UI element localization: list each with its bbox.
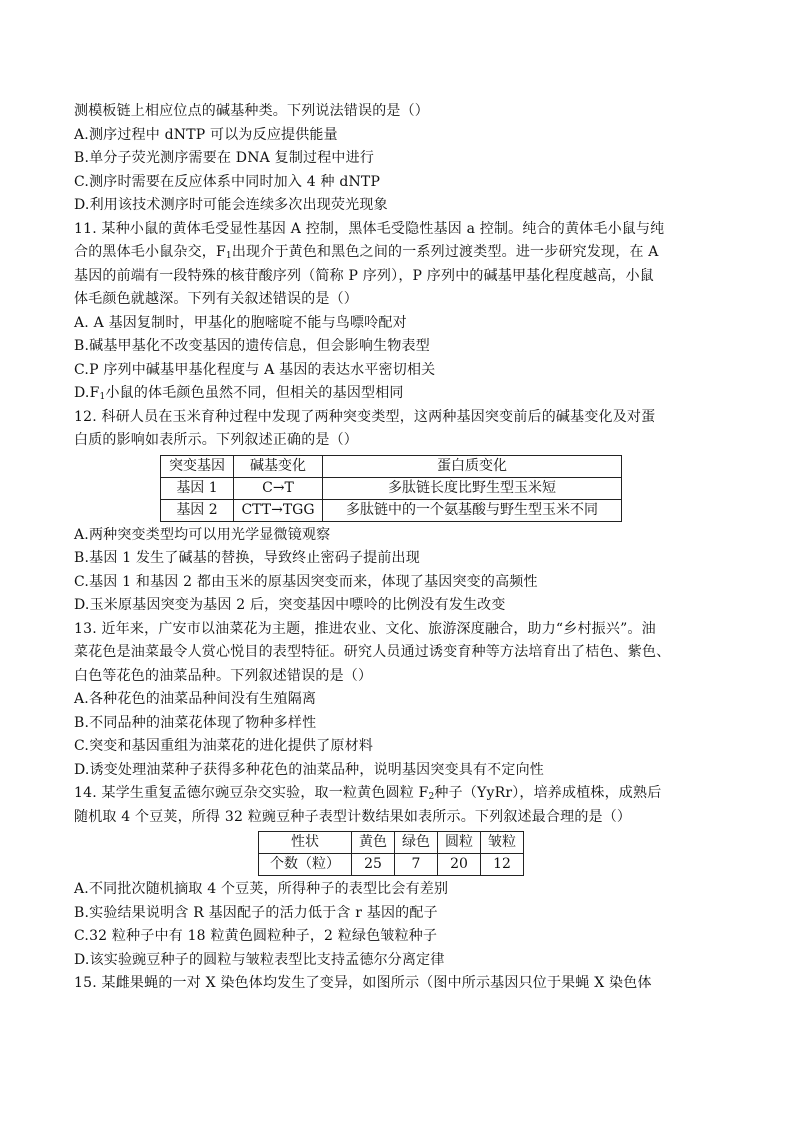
q11-text: 合的黑体毛小鼠杂交，F (74, 244, 226, 260)
table-cell: 多肽链长度比野生型玉米短 (323, 477, 622, 499)
q11-text: 小鼠的体毛颜色虽然不同，但相关的基因型相同 (105, 385, 404, 401)
seed-count-table (258, 831, 524, 876)
q13-option-a: A.各种花色的油菜品种间没有生殖隔离 (74, 691, 317, 707)
q11-stem-line-1: 11. 某种小鼠的黄体毛受显性基因 A 控制，黑体毛受隐性基因 a 控制。纯合的黄体毛小鼠与纯 (74, 220, 665, 237)
table-cell: 7 (395, 854, 438, 876)
table-cell: C→T (234, 477, 323, 499)
table-header: 突变基因 (161, 455, 234, 477)
q14-option-d: D.该实验豌豆种子的圆粒与皱粒表型比支持孟德尔分离定律 (74, 951, 445, 968)
table-cell: 12 (481, 854, 524, 876)
table-cell: 基因 1 (161, 477, 234, 499)
table-cell: 个数（粒） (259, 854, 352, 876)
table-cell: CTT→TGG (234, 499, 323, 521)
table-cell: 20 (438, 854, 481, 876)
q11-text: D.F (74, 385, 100, 401)
q11-option-d (74, 382, 726, 406)
q13-stem-line-2: 菜花色是油菜最令人赏心悦目的表型特征。研究人员通过诱变育种等方法培育出了桔色、紫色、 (74, 644, 671, 660)
q10-option-a: A.测序过程中 dNTP 可以为反应提供能量 (74, 126, 338, 143)
q14-stem-line-1 (74, 782, 726, 806)
q12-stem-line-1: 12. 科研人员在玉米育种过程中发现了两种突变类型，这两种基因突变前后的碱基变化及对蛋 (74, 408, 656, 425)
subscript: 1 (99, 392, 106, 402)
q14-option-c: C.32 粒种子中有 18 粒黄色圆粒种子，2 粒绿色皱粒种子 (74, 928, 438, 944)
table-cell: 基因 2 (161, 499, 234, 521)
table-header: 黄色 (352, 832, 395, 854)
table-header: 碱基变化 (234, 455, 323, 477)
exam-page (74, 100, 726, 996)
table-row (161, 477, 622, 499)
mutation-table (160, 455, 622, 522)
subscript: 1 (225, 251, 232, 261)
q11-stem-line-2 (74, 241, 726, 265)
q11-option-b: B.碱基甲基化不改变基因的遗传信息，但会影响生物表型 (74, 338, 430, 354)
q12-stem-line-2: 白质的影响如表所示。下列叙述正确的是（） (74, 432, 358, 448)
subscript: 2 (428, 792, 435, 802)
table-cell: 多肽链中的一个氨基酸与野生型玉米不同 (323, 499, 622, 521)
table-header-row (259, 832, 524, 854)
q12-option-d: D.玉米原基因突变为基因 2 后，突变基因中嘌呤的比例没有发生改变 (74, 597, 506, 613)
q11-text: 出现介于黄色和黑色之间的一系列过渡类型。进一步研究发现，在 A (231, 244, 659, 260)
table-row (161, 499, 622, 521)
q14-text: 14. 某学生重复孟德尔豌豆杂交实验，取一粒黄色圆粒 F (74, 785, 429, 801)
table-header: 性状 (259, 832, 352, 854)
q10-option-b: B.单分子荧光测序需要在 DNA 复制过程中进行 (74, 150, 375, 166)
table-cell: 25 (352, 854, 395, 876)
q11-stem-line-4: 体毛颜色就越深。下列有关叙述错误的是（） (74, 291, 358, 307)
q15-stem-line-1: 15. 某雌果蝇的一对 X 染色体均发生了变异，如图所示（图中所示基因只位于果蝇 X 染色体 (74, 975, 652, 991)
q10-option-c: C.测序时需要在反应体系中同时加入 4 种 dNTP (74, 173, 381, 190)
q13-option-c: C.突变和基因重组为油菜花的进化提供了原材料 (74, 738, 374, 754)
q12-option-c: C.基因 1 和基因 2 都由玉米的原基因突变而来，体现了基因突变的高频性 (74, 573, 538, 590)
q12-option-a: A.两种突变类型均可以用光学显微镜观察 (74, 526, 331, 543)
q14-option-b: B.实验结果说明含 R 基因配子的活力低于含 r 基因的配子 (74, 904, 438, 921)
table-header: 圆粒 (438, 832, 481, 854)
table-header: 绿色 (395, 832, 438, 854)
q11-option-c: C.P 序列中碱基甲基化程度与 A 基因的表达水平密切相关 (74, 361, 436, 378)
q14-stem-line-2: 随机取 4 个豆荚，所得 32 粒豌豆种子表型计数结果如表所示。下列叙述最合理的是（） (74, 808, 632, 825)
table-header-row (161, 455, 622, 477)
q12-option-b: B.基因 1 发生了碱基的替换，导致终止密码子提前出现 (74, 550, 420, 566)
q10-option-d: D.利用该技术测序时可能会连续多次出现荧光现象 (74, 197, 388, 213)
q14-option-a: A.不同批次随机摘取 4 个豆荚，所得种子的表型比会有差别 (74, 881, 449, 897)
q10-stem-continued: 测模板链上相应位点的碱基种类。下列说法错误的是（） (74, 103, 429, 119)
q11-option-a: A. A 基因复制时，甲基化的胞嘧啶不能与鸟嘌呤配对 (74, 314, 407, 331)
q13-option-b: B.不同品种的油菜花体现了物种多样性 (74, 714, 317, 731)
q13-stem-line-1: 13. 近年来，广安市以油菜花为主题，推进农业、文化、旅游深度融合，助力“乡村振兴”。油 (74, 620, 656, 637)
q13-stem-line-3: 白色等花色的油菜品种。下列叙述错误的是（） (74, 667, 373, 684)
q14-text: 种子（YyRr），培养成植株，成熟后 (434, 785, 662, 801)
table-header: 皱粒 (481, 832, 524, 854)
table-header: 蛋白质变化 (323, 455, 622, 477)
table-row (259, 854, 524, 876)
q11-stem-line-3: 基因的前端有一段特殊的核苷酸序列（简称 P 序列），P 序列中的碱基甲基化程度越高，小鼠 (74, 267, 654, 284)
q13-option-d: D.诱变处理油菜种子获得多种花色的油菜品种，说明基因突变具有不定向性 (74, 761, 544, 778)
